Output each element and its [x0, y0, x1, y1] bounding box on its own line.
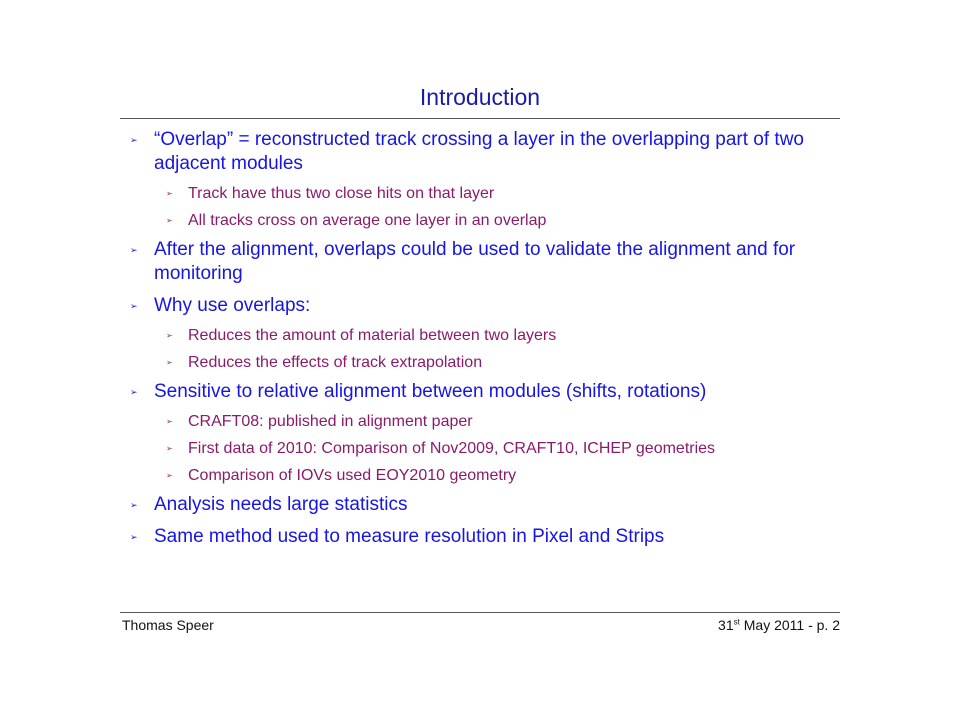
footer-divider	[120, 612, 840, 613]
bullet-item	[130, 493, 840, 517]
bullet-text: Why use overlaps:	[154, 295, 311, 316]
sub-bullet-text: CRAFT08: published in alignment paper	[188, 413, 473, 430]
sub-bullet-item	[166, 326, 840, 346]
bullet-item	[130, 128, 840, 176]
bullet-arrow-icon: ➢	[130, 245, 138, 255]
bullet-arrow-icon: ➢	[130, 500, 138, 510]
bullet-arrow-icon: ➢	[166, 417, 173, 426]
bullet-item	[130, 525, 840, 549]
sub-bullet-item	[166, 211, 840, 231]
sub-bullet-item	[166, 353, 840, 373]
sub-bullet-item	[166, 466, 840, 486]
bullet-arrow-icon: ➢	[166, 189, 173, 198]
sub-bullet-text: Reduces the effects of track extrapolation	[188, 354, 483, 371]
footer-author: Thomas Speer	[122, 617, 214, 633]
title-divider	[120, 118, 840, 119]
bullet-arrow-icon: ➢	[166, 444, 173, 453]
bullet-arrow-icon: ➢	[130, 387, 138, 397]
bullet-item	[130, 380, 840, 404]
bullet-list	[120, 128, 840, 557]
bullet-item	[130, 238, 840, 286]
bullet-item	[130, 294, 840, 318]
bullet-text: “Overlap” = reconstructed track crossing a layer in the overlapping part of two adjacent modules	[154, 129, 804, 174]
bullet-arrow-icon: ➢	[130, 135, 138, 145]
slide-title: Introduction	[419, 84, 541, 110]
sub-bullet-item	[166, 439, 840, 459]
bullet-arrow-icon: ➢	[130, 301, 138, 311]
footer-date-page	[718, 617, 840, 633]
sub-bullet-text: Track have thus two close hits on that layer	[188, 185, 495, 202]
sub-bullet-text: Comparison of IOVs used EOY2010 geometry	[188, 467, 517, 484]
bullet-text: Analysis needs large statistics	[154, 494, 408, 515]
bullet-text: Sensitive to relative alignment between modules (shifts, rotations)	[154, 381, 707, 402]
sub-bullet-item	[166, 412, 840, 432]
bullet-arrow-icon: ➢	[166, 471, 173, 480]
bullet-arrow-icon: ➢	[130, 532, 138, 542]
footer-date-suffix: st	[733, 617, 740, 627]
bullet-text: After the alignment, overlaps could be used to validate the alignment and for monitoring	[154, 239, 796, 284]
sub-bullet-text: First data of 2010: Comparison of Nov2009, CRAFT10, ICHEP geometries	[188, 440, 716, 457]
sub-bullet-item	[166, 184, 840, 204]
bullet-arrow-icon: ➢	[166, 358, 173, 367]
bullet-text: Same method used to measure resolution in Pixel and Strips	[154, 526, 665, 547]
footer-date-rest: May 2011 - p. 2	[739, 617, 840, 633]
footer-date-day: 31	[718, 617, 734, 633]
sub-bullet-text: All tracks cross on average one layer in an overlap	[188, 212, 547, 229]
bullet-arrow-icon: ➢	[166, 216, 173, 225]
bullet-arrow-icon: ➢	[166, 331, 173, 340]
sub-bullet-text: Reduces the amount of material between two layers	[188, 327, 557, 344]
